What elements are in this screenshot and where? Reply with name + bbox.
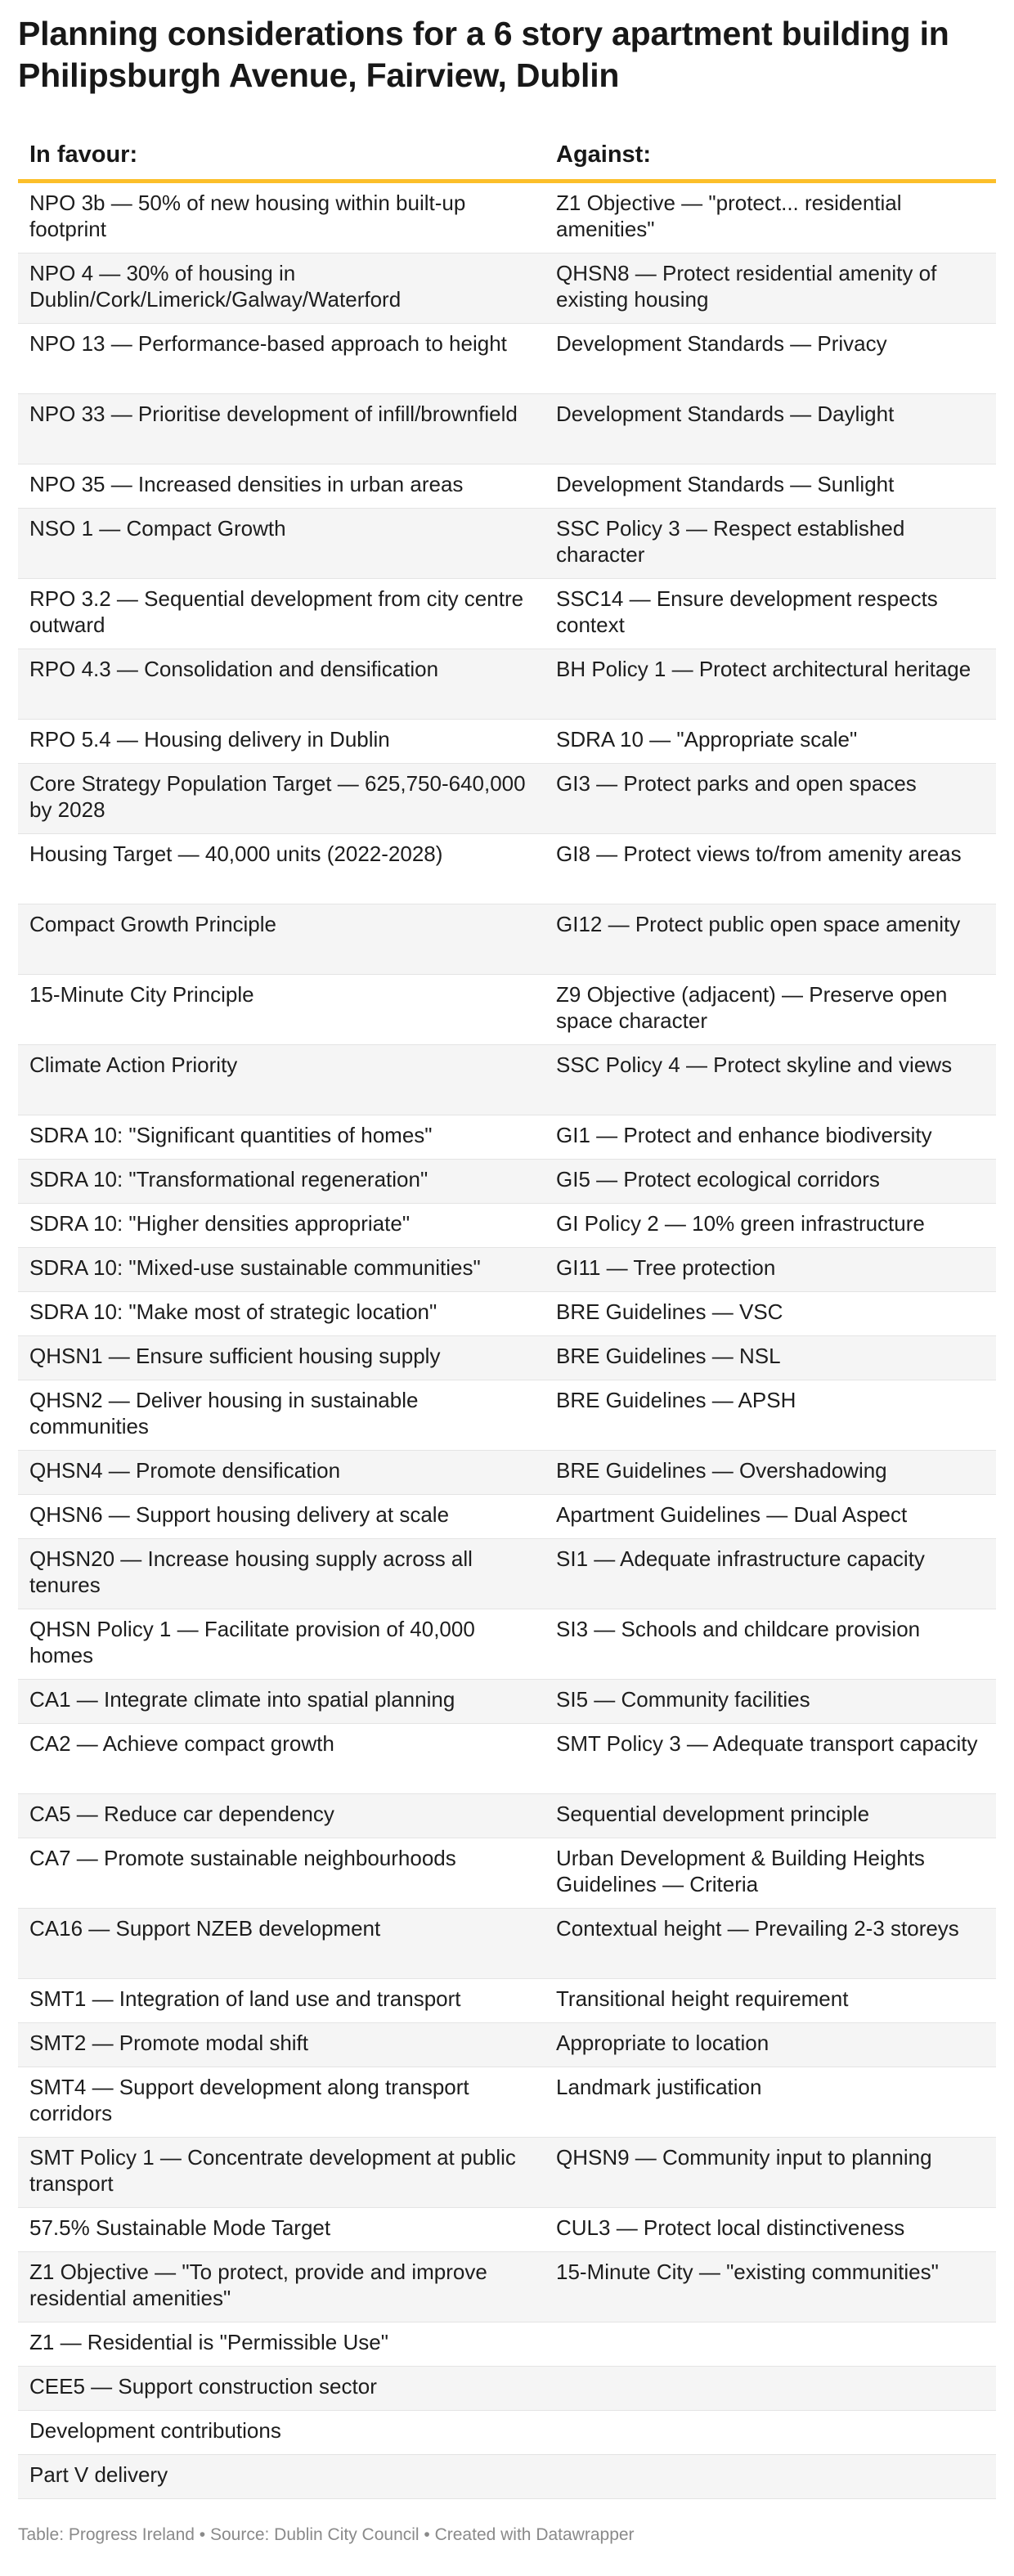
cell-against: SI3 — Schools and childcare provision: [556, 1617, 921, 1641]
cell-in-favour: SDRA 10: "Transformational regeneration": [29, 1167, 428, 1192]
cell-against: SI1 — Adequate infrastructure capacity: [556, 1546, 925, 1571]
cell-in-favour: Development contributions: [29, 2418, 281, 2443]
table-row: [18, 1451, 996, 1495]
cell-in-favour: Z1 — Residential is "Permissible Use": [29, 2330, 388, 2354]
cell-in-favour: Part V delivery: [29, 2462, 168, 2487]
cell-in-favour: SMT4 — Support development along transport corridors: [29, 2075, 469, 2125]
cell-against: GI12 — Protect public open space amenity: [556, 912, 961, 936]
cell-in-favour: NPO 33 — Prioritise development of infill/brownfield: [29, 402, 518, 426]
table-row: [18, 1495, 996, 1539]
table-row: [18, 509, 996, 579]
cell-against: SSC Policy 4 — Protect skyline and views: [556, 1052, 953, 1077]
cell-against: SMT Policy 3 — Adequate transport capacity: [556, 1731, 978, 1756]
cell-in-favour: SDRA 10: "Mixed-use sustainable communities": [29, 1255, 481, 1280]
table-row: [18, 904, 996, 975]
cell-in-favour: SDRA 10: "Make most of strategic location": [29, 1299, 437, 1324]
table-row: [18, 1204, 996, 1248]
table-row: [18, 1838, 996, 1909]
cell-in-favour: QHSN1 — Ensure sufficient housing supply: [29, 1344, 441, 1368]
cell-in-favour: Z1 Objective — "To protect, provide and improve residential amenities": [29, 2260, 487, 2310]
table-row: [18, 324, 996, 394]
cell-in-favour: RPO 3.2 — Sequential development from city centre outward: [29, 586, 524, 637]
table-row: [18, 2208, 996, 2252]
cell-in-favour: NPO 35 — Increased densities in urban areas: [29, 472, 464, 496]
table-row: [18, 394, 996, 464]
cell-against: BRE Guidelines — VSC: [556, 1299, 783, 1324]
cell-against: GI1 — Protect and enhance biodiversity: [556, 1123, 932, 1147]
header-in-favour: In favour:: [29, 141, 138, 168]
cell-against: Landmark justification: [556, 2075, 762, 2099]
cell-in-favour: QHSN6 — Support housing delivery at scale: [29, 1502, 450, 1527]
table-row: [18, 2411, 996, 2455]
cell-against: GI5 — Protect ecological corridors: [556, 1167, 880, 1192]
cell-in-favour: Climate Action Priority: [29, 1052, 238, 1077]
cell-against: SSC14 — Ensure development respects context: [556, 586, 938, 637]
table-row: [18, 2138, 996, 2208]
table-row: [18, 1794, 996, 1838]
cell-in-favour: NPO 13 — Performance-based approach to height: [29, 331, 507, 356]
cell-against: Sequential development principle: [556, 1802, 870, 1826]
cell-against: [556, 2322, 996, 2330]
table-row: [18, 2067, 996, 2138]
cell-in-favour: SDRA 10: "Significant quantities of homes": [29, 1123, 433, 1147]
cell-against: [556, 2455, 996, 2462]
cell-in-favour: CA1 — Integrate climate into spatial planning: [29, 1687, 455, 1712]
table-row: [18, 1680, 996, 1724]
table-row: [18, 254, 996, 324]
cell-against: SDRA 10 — "Appropriate scale": [556, 727, 858, 752]
cell-against: QHSN9 — Community input to planning: [556, 2145, 932, 2170]
cell-against: BRE Guidelines — NSL: [556, 1344, 781, 1368]
table-row: [18, 2322, 996, 2367]
cell-against: Transitional height requirement: [556, 1986, 849, 2011]
cell-against: Appropriate to location: [556, 2031, 769, 2055]
cell-against: Development Standards — Privacy: [556, 331, 887, 356]
cell-in-favour: QHSN Policy 1 — Facilitate provision of 40,000 homes: [29, 1617, 475, 1667]
cell-in-favour: RPO 4.3 — Consolidation and densification: [29, 657, 439, 681]
table-row: [18, 579, 996, 649]
cell-in-favour: 15-Minute City Principle: [29, 982, 254, 1007]
table-row: [18, 720, 996, 764]
cell-in-favour: QHSN2 — Deliver housing in sustainable communities: [29, 1388, 419, 1438]
cell-against: [556, 2411, 996, 2418]
table-row: [18, 1724, 996, 1794]
cell-in-favour: Housing Target — 40,000 units (2022-2028): [29, 841, 443, 866]
table-row: [18, 1609, 996, 1680]
cell-against: 15-Minute City — "existing communities": [556, 2260, 939, 2284]
cell-in-favour: QHSN20 — Increase housing supply across all tenures: [29, 1546, 473, 1597]
table-row: [18, 1045, 996, 1115]
page-title: Planning considerations for a 6 story apartment building in Philipsburgh Avenue, Fairview, Dublin: [18, 15, 949, 94]
cell-in-favour: RPO 5.4 — Housing delivery in Dublin: [29, 727, 390, 752]
header-against: Against:: [556, 141, 651, 168]
cell-in-favour: NPO 3b — 50% of new housing within built-up footprint: [29, 191, 466, 241]
table-row: [18, 2367, 996, 2411]
cell-against: GI11 — Tree protection: [556, 1255, 776, 1280]
cell-against: GI Policy 2 — 10% green infrastructure: [556, 1211, 925, 1236]
cell-in-favour: Compact Growth Principle: [29, 912, 276, 936]
table-row: [18, 2252, 996, 2322]
planning-table: [18, 132, 996, 2499]
cell-against: Apartment Guidelines — Dual Aspect: [556, 1502, 908, 1527]
cell-against: QHSN8 — Protect residential amenity of existing housing: [556, 261, 937, 312]
table-row: [18, 1979, 996, 2023]
cell-in-favour: SMT1 — Integration of land use and transport: [29, 1986, 461, 2011]
table-row: [18, 649, 996, 720]
cell-against: SI5 — Community facilities: [556, 1687, 810, 1712]
cell-in-favour: Core Strategy Population Target — 625,750-640,000 by 2028: [29, 771, 526, 822]
cell-against: Contextual height — Prevailing 2-3 storeys: [556, 1916, 959, 1941]
table-row: [18, 1115, 996, 1160]
table-row: [18, 183, 996, 254]
cell-in-favour: SMT Policy 1 — Concentrate development at public transport: [29, 2145, 516, 2196]
table-row: [18, 834, 996, 904]
cell-against: SSC Policy 3 — Respect established character: [556, 516, 905, 567]
cell-against: BRE Guidelines — APSH: [556, 1388, 796, 1412]
cell-against: Urban Development & Building Heights Guidelines — Criteria: [556, 1846, 925, 1896]
cell-in-favour: CA7 — Promote sustainable neighbourhoods: [29, 1846, 456, 1870]
table-row: [18, 975, 996, 1045]
cell-against: GI8 — Protect views to/from amenity areas: [556, 841, 962, 866]
footer-credit: Table: Progress Ireland • Source: Dublin City Council • Created with Datawrapper: [18, 2525, 635, 2544]
cell-in-favour: CA5 — Reduce car dependency: [29, 1802, 334, 1826]
table-row: [18, 1336, 996, 1380]
table-row: [18, 464, 996, 509]
cell-against: GI3 — Protect parks and open spaces: [556, 771, 917, 796]
cell-in-favour: CEE5 — Support construction sector: [29, 2374, 377, 2399]
table-header: [18, 132, 996, 183]
table-row: [18, 1160, 996, 1204]
cell-in-favour: CA2 — Achieve compact growth: [29, 1731, 334, 1756]
cell-against: Z1 Objective — "protect... residential amenities": [556, 191, 902, 241]
table-row: [18, 1248, 996, 1292]
cell-against: Z9 Objective (adjacent) — Preserve open space character: [556, 982, 948, 1033]
cell-against: [556, 2367, 996, 2374]
table-row: [18, 1539, 996, 1609]
cell-in-favour: QHSN4 — Promote densification: [29, 1458, 341, 1483]
cell-in-favour: SDRA 10: "Higher densities appropriate": [29, 1211, 411, 1236]
table-row: [18, 2023, 996, 2067]
cell-in-favour: NSO 1 — Compact Growth: [29, 516, 286, 541]
cell-in-favour: CA16 — Support NZEB development: [29, 1916, 381, 1941]
cell-against: CUL3 — Protect local distinctiveness: [556, 2215, 905, 2240]
table-row: [18, 1380, 996, 1451]
table-row: [18, 1909, 996, 1979]
table-body: [18, 183, 996, 2499]
cell-in-favour: NPO 4 — 30% of housing in Dublin/Cork/Limerick/Galway/Waterford: [29, 261, 402, 312]
table-row: [18, 764, 996, 834]
cell-against: BH Policy 1 — Protect architectural heritage: [556, 657, 971, 681]
cell-against: Development Standards — Sunlight: [556, 472, 895, 496]
table-row: [18, 2455, 996, 2499]
cell-against: BRE Guidelines — Overshadowing: [556, 1458, 887, 1483]
table-row: [18, 1292, 996, 1336]
cell-against: Development Standards — Daylight: [556, 402, 895, 426]
cell-in-favour: SMT2 — Promote modal shift: [29, 2031, 308, 2055]
cell-in-favour: 57.5% Sustainable Mode Target: [29, 2215, 331, 2240]
